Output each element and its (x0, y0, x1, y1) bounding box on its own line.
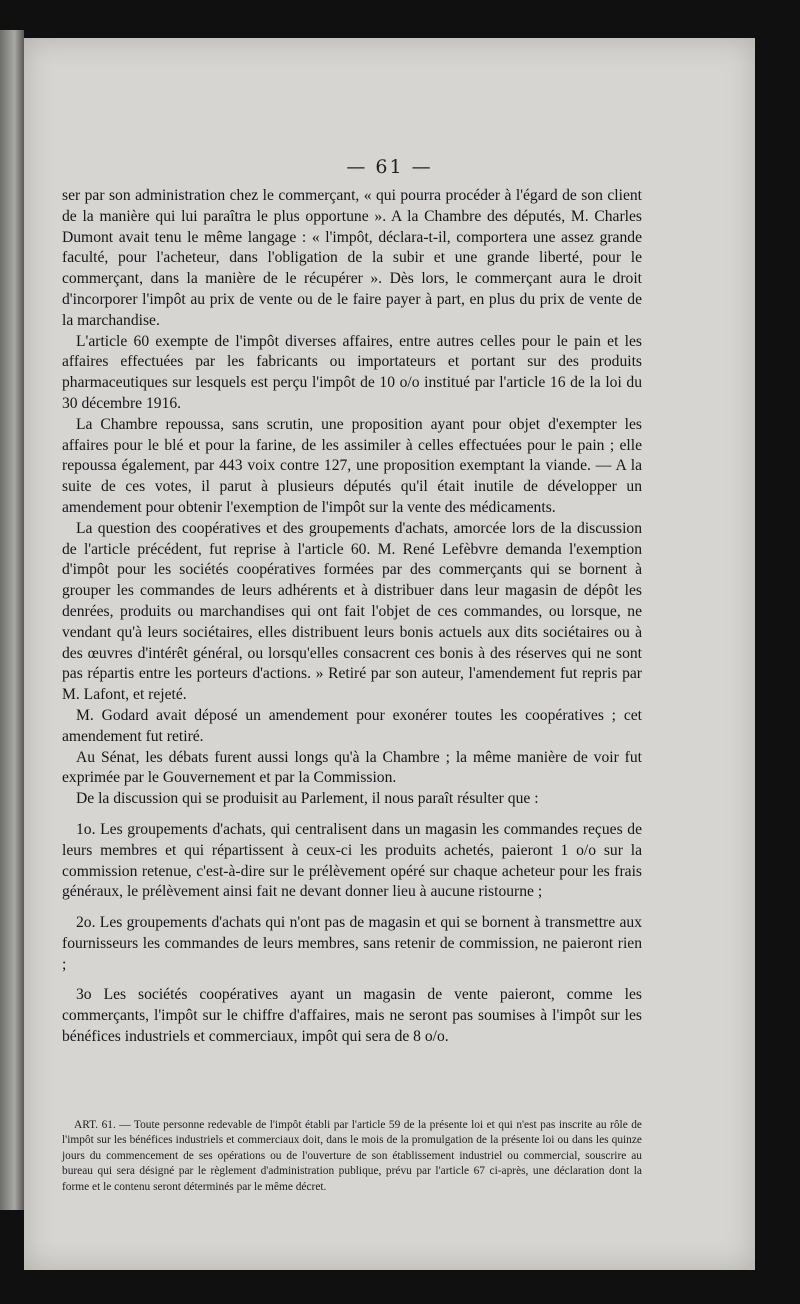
footnote-text: ART. 61. — Toute personne redevable de l'impôt établi par l'article 59 de la présente loi et qui n'est pas inscrite au rôle de l'impôt sur les bénéfices industriels et commerciaux doit, dans le mois de la promulgation de la présente loi ou dans les quinze jours du commencement de ses opérations ou de l'ouverture de son établissement industriel ou commercial, souscrire au bureau qui sera désigné par le règlement d'administration publique, prévu par l'article 67 ci-après, une déclaration dont la forme et le contenu seront déterminés par le même décret. (62, 1119, 642, 1193)
paragraph: M. Godard avait déposé un amendement pour exonérer toutes les coopératives ; cet amendement fut retiré. (62, 706, 642, 745)
page-number: — 61 — (346, 156, 433, 178)
paragraph: Au Sénat, les débats furent aussi longs qu'à la Chambre ; la même manière de voir fut exprimée par le Gouvernement et par la Commission. (62, 748, 642, 787)
list-item: 2o. Les groupements d'achats qui n'ont pas de magasin et qui se bornent à transmettre aux fournisseurs les commandes de leurs membres, sans retenir de commission, ne paieront rien ; (62, 914, 642, 973)
paragraph: La question des coopératives et des groupements d'achats, amorcée lors de la discussion de l'article précédent, fut reprise à l'article 60. M. René Lefèbvre demanda l'exemption d'impôt pour les sociétés coopératives formées par des commerçants qui se bornent à grouper les commandes de leurs adhérents et à distribuer dans leur magasin de dépôt les denrées, produits ou marchandises qui ont fait l'objet de ces commandes, ou lorsque, ne vendant qu'à leurs sociétaires, elles distribuent leurs bonis actuels aux dits sociétaires ou à des œuvres d'intérêt général, ou lorsqu'elles consacrent ces bonis à des réserves qui ne sont pas répartis entre les porteurs d'actions. » Retiré par son auteur, l'amendement fut repris par M. Lafont, et rejeté. (62, 519, 642, 704)
paragraph: La Chambre repoussa, sans scrutin, une proposition ayant pour objet d'exempter les affaires pour le blé et pour la farine, de les assimiler à celles effectuées pour le pain ; elle repoussa également, par 443 voix contre 127, une proposition exemptant la viande. — A la suite de ces votes, il parut à plusieurs députés qu'il était inutile de développer un amendement pour obtenir l'exemption de l'impôt sur la vente des médicaments. (62, 415, 642, 516)
paragraph: ser par son administration chez le commerçant, « qui pourra procéder à l'égard de son client de la manière qui lui paraîtra le plus opportune ». A la Chambre des députés, M. Charles Dumont avait tenu le même langage : « l'impôt, déclara-t-il, comportera une assez grande faculté, pour l'acheteur, dans l'obligation de la subir et une grande liberté, pour le commerçant, dans la manière de le récupérer ». Dès lors, le commerçant aura le droit d'incorporer l'impôt au prix de vente ou de le faire payer à part, en plus du prix de vente de la marchandise. (62, 187, 642, 329)
list-item: 3o Les sociétés coopératives ayant un magasin de vente paieront, comme les commerçants, l'impôt sur le chiffre d'affaires, mais ne seront pas soumises à l'impôt sur les bénéfices industriels et commerciaux, impôt qui sera de 8 o/o. (62, 986, 642, 1046)
body-text (62, 186, 642, 1048)
paragraph: L'article 60 exempte de l'impôt diverses affaires, entre autres celles pour le pain et les affaires effectuées par les fabricants ou importateurs et portant sur des produits pharmaceutiques sur lesquels est perçu l'impôt de 10 o/o institué par l'article 16 de la loi du 30 décembre 1916. (62, 332, 642, 412)
list-item: 1o. Les groupements d'achats, qui centralisent dans un magasin les commandes reçues de leurs membres et qui répartissent à ceux-ci les produits achetés, paieront 1 o/o sur la commission retenue, c'est-à-dire sur le prélèvement opéré sur chaque acheteur pour les frais généraux, le prélèvement ainsi fait ne devant donner lieu à aucune ristourne ; (62, 820, 642, 901)
footnote (62, 1118, 642, 1195)
book-page (24, 38, 755, 1270)
left-page-edge (0, 30, 24, 1210)
paragraph: De la discussion qui se produisit au Parlement, il nous paraît résulter que : (76, 790, 539, 808)
